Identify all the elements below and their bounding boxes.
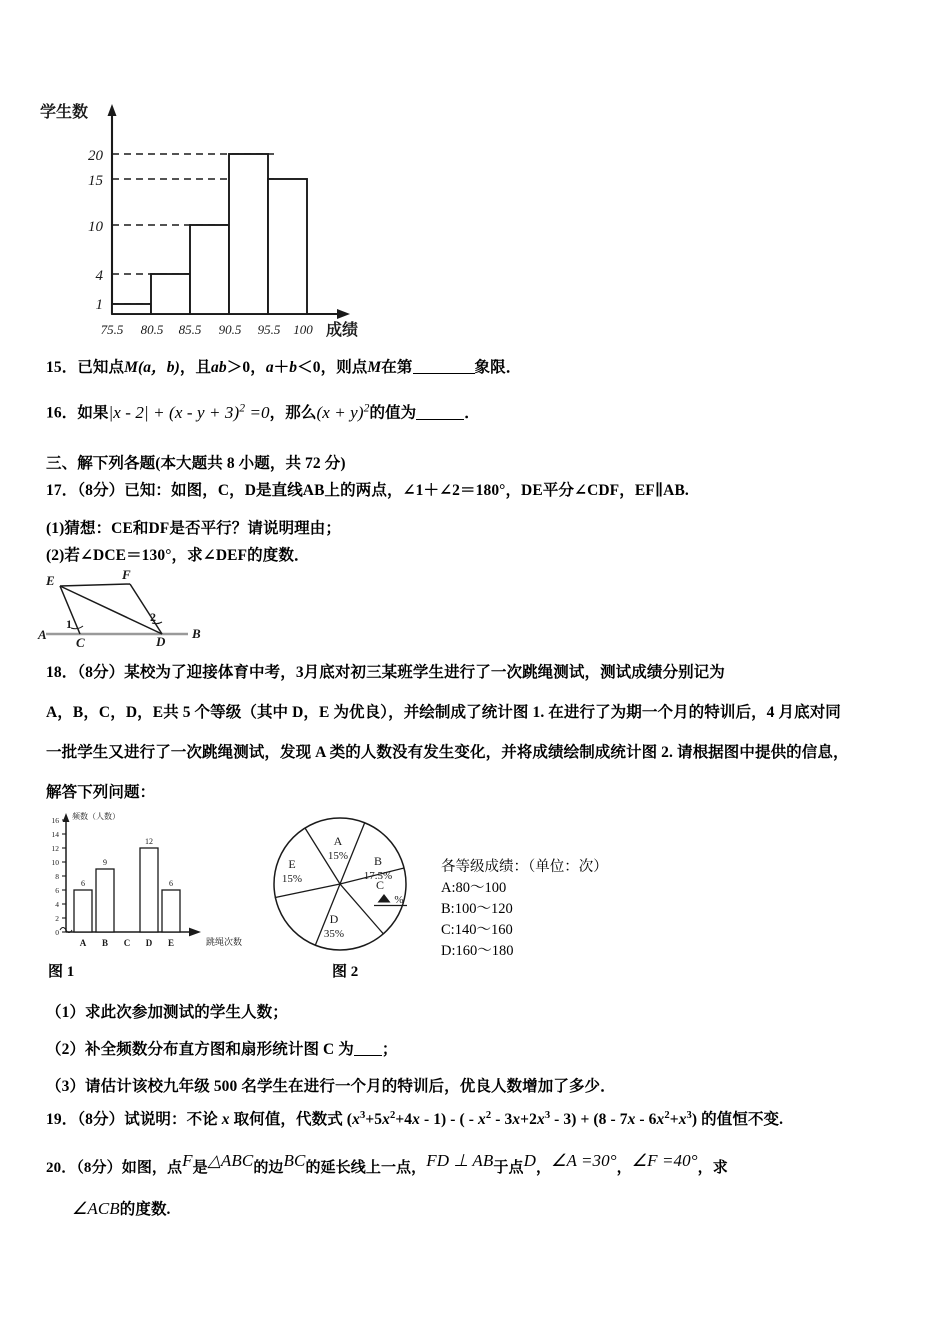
q15-expr-m: M(a，b) bbox=[124, 359, 180, 376]
q16-number: 16． bbox=[46, 404, 78, 422]
q20-number: 20． bbox=[46, 1160, 77, 1176]
hist-xtick-75-5: 75.5 bbox=[100, 322, 124, 337]
legend-item-B: B:100～120 bbox=[441, 901, 513, 917]
q18-statement-c: 一批学生又进行了一次跳绳测试，发现 A 类的人数没有发生变化，并将成绩绘制成统计图 2. 请根据图中提供的信息， bbox=[46, 744, 849, 761]
q18-sub-2-answer-blank[interactable] bbox=[354, 1055, 382, 1056]
q15-expr-ab: ab bbox=[211, 359, 227, 376]
bar-cat-A: A bbox=[79, 938, 87, 948]
q17-number: 17． bbox=[46, 482, 78, 499]
q16-period: ． bbox=[464, 404, 480, 422]
q18-pie-chart-figure bbox=[262, 812, 437, 962]
legend-item-C: C:140～160 bbox=[441, 922, 513, 938]
q15-text-e: ＜0，则点 bbox=[297, 359, 368, 376]
bar-ytick-10: 10 bbox=[51, 858, 59, 867]
q15-number: 15． bbox=[46, 359, 78, 376]
q17-score: （8分） bbox=[77, 482, 125, 499]
q18-number: 18． bbox=[46, 664, 78, 681]
question-20-line-2 bbox=[72, 1198, 171, 1221]
bar-value-B: 9 bbox=[103, 858, 107, 867]
section-3-title: 三、解下列各题(本大题共 8 小题，共 72 分) bbox=[46, 455, 346, 472]
hist-ytick-20: 20 bbox=[88, 148, 103, 164]
q15-text-f: 在第 bbox=[381, 359, 413, 376]
q20-t8: ，求 bbox=[697, 1160, 728, 1176]
q16-expression-right: $(x + y)^2$ bbox=[316, 401, 370, 422]
q15-expr-a: a bbox=[265, 359, 274, 376]
hist-y-axis-title: 学生数 bbox=[40, 104, 89, 121]
q18-sub-2-text-b: ； bbox=[381, 1041, 398, 1058]
q17-label-angle1: 1 bbox=[66, 617, 72, 631]
q16-answer-blank[interactable] bbox=[416, 419, 464, 420]
bar-cat-E: E bbox=[167, 938, 175, 948]
hist-xtick-85-5: 85.5 bbox=[178, 322, 202, 337]
question-16 bbox=[46, 400, 480, 425]
pie-value-C-percent-sign: % bbox=[394, 894, 404, 906]
question-15 bbox=[46, 358, 521, 379]
pie-label-E: E bbox=[288, 857, 296, 871]
q15-text-g: 象限． bbox=[474, 359, 522, 376]
hist-xtick-90-5: 90.5 bbox=[218, 322, 242, 337]
figure-2-caption: 图 2 bbox=[332, 964, 359, 980]
q16-tail: 的值为 bbox=[369, 404, 417, 422]
q17-label-C: C bbox=[76, 635, 85, 650]
q20-m1: F bbox=[182, 1151, 193, 1170]
pie-value-A: 15% bbox=[327, 850, 349, 862]
pie-label-B: B bbox=[373, 854, 383, 868]
legend-item-A: A:80～100 bbox=[441, 880, 507, 896]
q20-t9: 的度数. bbox=[119, 1201, 171, 1218]
hist-ytick-10: 10 bbox=[88, 219, 103, 235]
question-20-line-1 bbox=[46, 1150, 728, 1178]
bar-value-E: 6 bbox=[169, 879, 173, 888]
q20-m4: FD ⊥ AB bbox=[426, 1151, 494, 1170]
question-18-line-1 bbox=[46, 663, 725, 684]
hist-ytick-4: 4 bbox=[95, 268, 103, 284]
question-17-line-1 bbox=[46, 481, 689, 502]
q20-t1: 如图，点 bbox=[121, 1160, 183, 1176]
q17-sub-2: (2)若∠DCE＝130°，求∠DEF的度数． bbox=[46, 547, 310, 564]
q18-sub-2 bbox=[46, 1040, 398, 1061]
q15-text-b: ，且 bbox=[179, 359, 212, 376]
q20-m5: D bbox=[523, 1151, 536, 1170]
bar-ytick-8: 8 bbox=[55, 872, 59, 881]
q17-label-D: D bbox=[156, 634, 166, 649]
q18-pie-chart-svg bbox=[262, 812, 437, 962]
hist-ytick-15: 15 bbox=[88, 173, 103, 189]
q17-statement: 已知：如图，C，D是直线AB上的两点，∠1＋∠2＝180°，DE平分∠CDF，EF∥AB. bbox=[124, 482, 689, 499]
pie-label-C: C bbox=[375, 878, 385, 892]
q16-lead: 如果 bbox=[77, 404, 109, 422]
legend-item-D: D:160～180 bbox=[441, 943, 514, 959]
hist-ytick-1: 1 bbox=[95, 297, 103, 313]
q17-label-angle2: 2 bbox=[150, 610, 156, 624]
pie-label-A: A bbox=[333, 834, 343, 848]
bar-cat-C: C bbox=[123, 938, 131, 948]
q18-score: （8分） bbox=[77, 664, 125, 681]
histogram-figure bbox=[40, 92, 370, 340]
figure-1-caption: 图 1 bbox=[48, 964, 75, 980]
bar-ytick-12: 12 bbox=[51, 844, 59, 853]
bar-ytick-0: 0 bbox=[55, 928, 59, 937]
q19-number: 19． bbox=[46, 1111, 78, 1129]
q20-m6: ∠A =30° bbox=[551, 1151, 617, 1170]
q17-sub-1: (1)猜想：CE和DF是否平行？请说明理由； bbox=[46, 520, 341, 537]
q16-mid: ，那么 bbox=[269, 404, 317, 422]
hist-x-axis-title: 成绩 bbox=[326, 322, 359, 339]
q20-score: （8分） bbox=[76, 1160, 122, 1176]
pie-value-B: 17.5% bbox=[363, 870, 393, 882]
q20-t7: ， bbox=[616, 1160, 632, 1176]
q18-sub-2-text-a: （2）补全频数分布直方图和扇形统计图 C 为 bbox=[46, 1041, 354, 1058]
q17-label-F: F bbox=[122, 567, 131, 582]
q15-text-a: 已知点 bbox=[77, 359, 125, 376]
question-19 bbox=[46, 1109, 783, 1131]
q18-statement-d: 解答下列问题： bbox=[46, 784, 156, 801]
bar-ytick-4: 4 bbox=[55, 900, 59, 909]
bar-cat-B: B bbox=[101, 938, 109, 948]
pie-value-E: 15% bbox=[281, 873, 303, 885]
q20-t3: 的边 bbox=[253, 1160, 284, 1176]
bar-ytick-6: 6 bbox=[55, 886, 59, 895]
bar-ytick-2: 2 bbox=[55, 914, 59, 923]
q15-text-c: ＞0， bbox=[226, 359, 266, 376]
q16-expression-left: $|x - 2| + (x - y + 3)^2 =0$ bbox=[108, 401, 270, 422]
q15-text-d: ＋ bbox=[273, 359, 290, 376]
q17-label-B: B bbox=[192, 626, 201, 641]
q18-bar-chart-figure bbox=[44, 812, 274, 957]
legend-title: 各等级成绩：（单位：次） bbox=[441, 859, 608, 875]
histogram-svg bbox=[40, 92, 370, 340]
q18-bar-chart-svg bbox=[44, 812, 274, 957]
q20-t5: 于点 bbox=[493, 1160, 524, 1176]
q18-statement-b: A，B，C，D，E共 5 个等级（其中 D，E 为优良），并绘制成了统计图 1. 在进行了为期一个月的特训后，4 月底对同 bbox=[46, 704, 841, 721]
q20-t6: ， bbox=[536, 1160, 552, 1176]
q15-expr-b: b bbox=[289, 359, 298, 376]
q20-m3: BC bbox=[283, 1151, 306, 1170]
q17-geometry-figure bbox=[38, 566, 238, 648]
hist-xtick-95-5: 95.5 bbox=[257, 322, 281, 337]
q15-expr-m2: M bbox=[367, 359, 382, 376]
pie-value-D: 35% bbox=[323, 928, 345, 940]
q18-sub-3: （3）请估计该校九年级 500 名学生在进行一个月的特训后，优良人数增加了多少． bbox=[46, 1078, 616, 1095]
q20-m7: ∠F =40° bbox=[631, 1151, 698, 1170]
q20-m2: △ABC bbox=[207, 1151, 254, 1170]
q18-statement-a: 某校为了迎接体育中考，3月底对初三某班学生进行了一次跳绳测试，测试成绩分别记为 bbox=[124, 664, 725, 681]
q15-answer-blank[interactable] bbox=[413, 373, 475, 374]
q19-score: （8分） bbox=[77, 1111, 125, 1129]
q20-t2: 是 bbox=[192, 1160, 208, 1176]
bar-ytick-14: 14 bbox=[51, 830, 59, 839]
hist-xtick-80-5: 80.5 bbox=[140, 322, 164, 337]
q17-label-E: E bbox=[46, 573, 55, 588]
bar-y-axis-title: 频数（人数） bbox=[72, 812, 120, 821]
bar-x-axis-title: 跳绳次数 bbox=[206, 937, 243, 947]
pie-label-D: D bbox=[329, 912, 339, 926]
q17-label-A: A bbox=[38, 627, 47, 642]
q17-geometry-svg bbox=[38, 566, 238, 648]
q20-m8: ∠ACB bbox=[72, 1199, 120, 1218]
bar-value-A: 6 bbox=[81, 879, 85, 888]
q18-sub-1: （1）求此次参加测试的学生人数； bbox=[46, 1004, 288, 1021]
bar-ytick-16: 16 bbox=[51, 816, 59, 825]
bar-cat-D: D bbox=[145, 938, 153, 948]
q19-statement: 试说明：不论 x 取何值，代数式 $(x^3+5x^2+4x - 1)$ - ( - $x^2 - 3x+2x^3 - 3) + (8 - 7x - 6x^2+x^3)$ 的值恒不变. bbox=[124, 1110, 784, 1129]
bar-value-D: 12 bbox=[145, 837, 153, 846]
hist-xtick-100: 100 bbox=[293, 322, 313, 337]
q18-legend bbox=[441, 857, 608, 962]
q20-t4: 的延长线上一点， bbox=[305, 1160, 427, 1176]
